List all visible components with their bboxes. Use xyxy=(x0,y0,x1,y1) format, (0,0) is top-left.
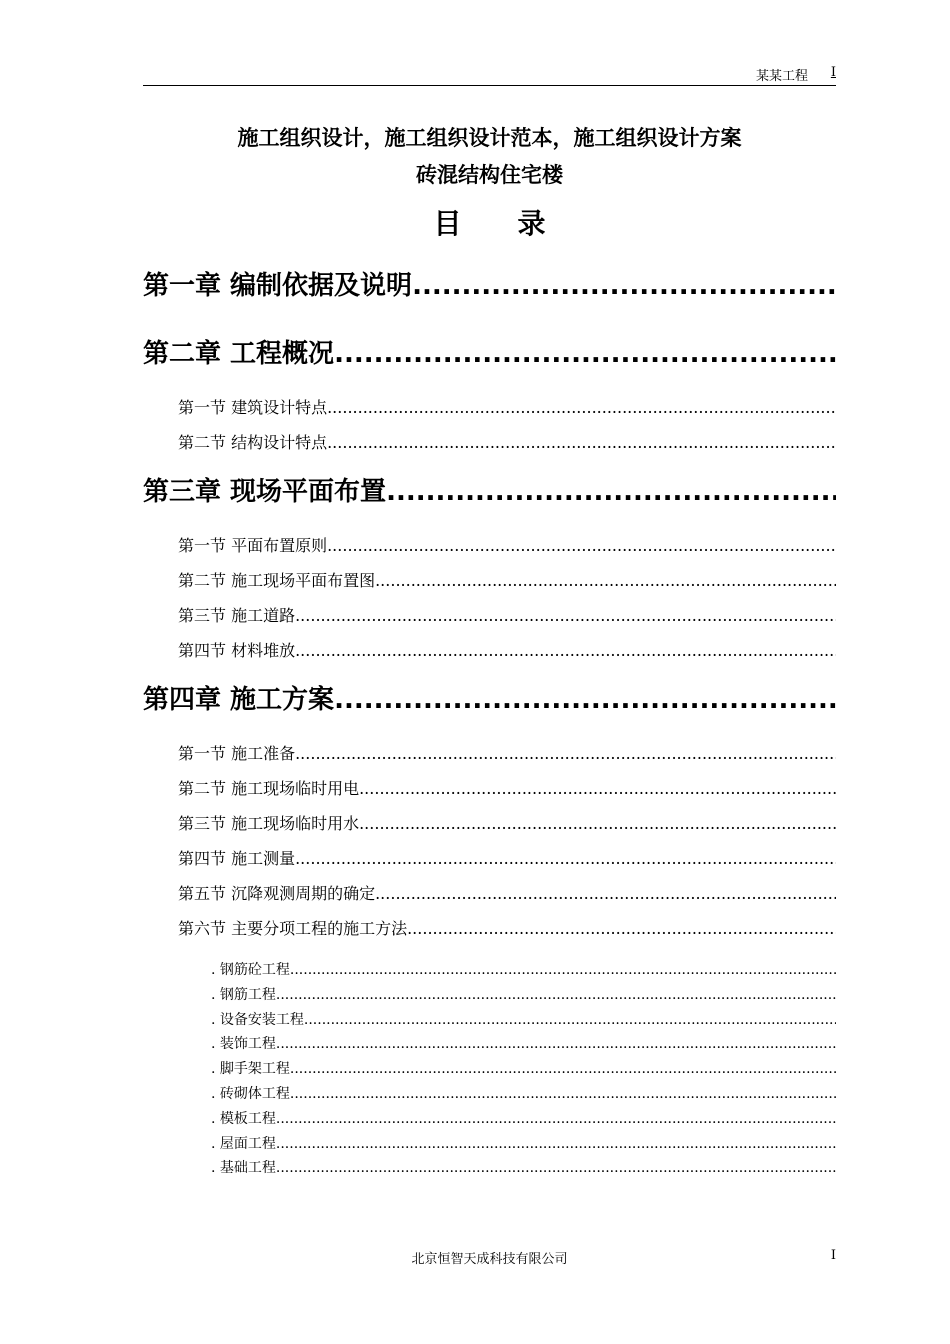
toc-entry-text: . 设备安装工程 xyxy=(211,1011,304,1028)
toc-entry-text: . 装饰工程 xyxy=(211,1036,276,1053)
toc-entry-text: 第四节 施工测量 xyxy=(178,849,296,868)
toc-chapter[interactable] xyxy=(143,474,836,510)
table-of-contents xyxy=(143,268,836,1181)
toc-entry-text: . 屋面工程 xyxy=(211,1135,276,1152)
toc-leader xyxy=(276,1132,836,1157)
toc-leader xyxy=(304,1008,836,1033)
footer-page-number: I xyxy=(830,1248,836,1263)
toc-leader xyxy=(290,1082,836,1107)
toc-entry-text: . 钢筋砼工程 xyxy=(211,962,290,978)
toc-section[interactable] xyxy=(143,911,836,946)
toc-heading: 目录 xyxy=(433,207,602,240)
toc-entry-text: 第三节 施工道路 xyxy=(178,606,296,625)
toc-entry-text: 第四章 施工方案 xyxy=(143,685,335,715)
toc-leader xyxy=(359,806,836,841)
toc-entry-text: 第二节 施工现场临时用电 xyxy=(178,779,360,798)
toc-entry-text: . 脚手架工程 xyxy=(211,1061,290,1078)
toc-entry-text: . 基础工程 xyxy=(211,1160,276,1177)
toc-leader xyxy=(276,1032,836,1057)
toc-leader xyxy=(290,1057,836,1082)
toc-leader xyxy=(334,336,836,372)
page-header xyxy=(143,64,836,86)
toc-subsection[interactable] xyxy=(143,1057,836,1082)
toc-entry-text: 第六节 主要分项工程的施工方法 xyxy=(178,919,408,938)
toc-chapter[interactable] xyxy=(143,268,836,304)
toc-entry-text: 第一章 编制依据及说明 xyxy=(143,271,413,301)
page-footer xyxy=(143,1248,836,1268)
toc-leader xyxy=(295,841,836,876)
toc-section[interactable] xyxy=(143,528,836,563)
toc-section[interactable] xyxy=(143,736,836,771)
toc-section[interactable] xyxy=(143,771,836,806)
toc-leader xyxy=(327,425,836,460)
toc-leader xyxy=(375,563,836,598)
toc-entry-text: 第三节 施工现场临时用水 xyxy=(178,814,360,833)
toc-leader xyxy=(327,528,836,563)
header-page-number: I xyxy=(830,65,836,80)
toc-subsection[interactable] xyxy=(143,1008,836,1033)
toc-entry-text: . 砖砌体工程 xyxy=(211,1085,290,1102)
toc-section[interactable] xyxy=(143,806,836,841)
toc-entry-text: 第二章 工程概况 xyxy=(143,339,335,369)
toc-entry-text: . 模板工程 xyxy=(211,1110,276,1127)
toc-leader xyxy=(412,268,836,304)
toc-leader xyxy=(334,682,836,718)
toc-entry-text: 第五节 沉降观测周期的确定 xyxy=(178,884,376,903)
toc-entry-text: . 钢筋工程 xyxy=(211,986,276,1003)
toc-entry-text: 第一节 建筑设计特点 xyxy=(178,398,328,417)
document-subtitle: 砖混结构住宅楼 xyxy=(416,163,563,187)
toc-leader xyxy=(295,633,836,668)
toc-leader xyxy=(276,1156,836,1181)
toc-section[interactable] xyxy=(143,390,836,425)
toc-entry-text: 第二节 施工现场平面布置图 xyxy=(178,571,376,590)
toc-subsection[interactable] xyxy=(143,958,836,983)
toc-entry-text: 第四节 材料堆放 xyxy=(178,641,296,660)
toc-subsection[interactable] xyxy=(143,1032,836,1057)
toc-leader xyxy=(295,736,836,771)
toc-section[interactable] xyxy=(143,598,836,633)
document-title: 施工组织设计，施工组织设计范本，施工组织设计方案 xyxy=(237,126,742,150)
toc-subsection[interactable] xyxy=(143,1156,836,1181)
toc-section[interactable] xyxy=(143,563,836,598)
toc-entry-text: 第一节 施工准备 xyxy=(178,744,296,763)
toc-subsection[interactable] xyxy=(143,1107,836,1132)
toc-section[interactable] xyxy=(143,841,836,876)
toc-leader xyxy=(407,911,836,946)
toc-section[interactable] xyxy=(143,633,836,668)
toc-entry-text: 第三章 现场平面布置 xyxy=(143,477,387,507)
toc-subsection[interactable] xyxy=(143,983,836,1008)
toc-entry-text: 第二节 结构设计特点 xyxy=(178,433,328,452)
toc-leader xyxy=(295,598,836,633)
toc-leader xyxy=(375,876,836,911)
footer-company: 北京恒智天成科技有限公司 xyxy=(411,1252,568,1267)
toc-section[interactable] xyxy=(143,425,836,460)
toc-leader xyxy=(290,958,836,983)
toc-subsection[interactable] xyxy=(143,1132,836,1157)
toc-leader xyxy=(327,390,836,425)
header-company: 某某工程 xyxy=(755,69,808,84)
toc-chapter[interactable] xyxy=(143,682,836,718)
toc-chapter[interactable] xyxy=(143,336,836,372)
toc-leader xyxy=(359,771,836,806)
toc-leader xyxy=(276,1107,836,1132)
toc-section[interactable] xyxy=(143,876,836,911)
toc-entry-text: 第一节 平面布置原则 xyxy=(178,536,328,555)
toc-leader xyxy=(276,983,836,1008)
toc-subsection[interactable] xyxy=(143,1082,836,1107)
toc-leader xyxy=(386,474,836,510)
